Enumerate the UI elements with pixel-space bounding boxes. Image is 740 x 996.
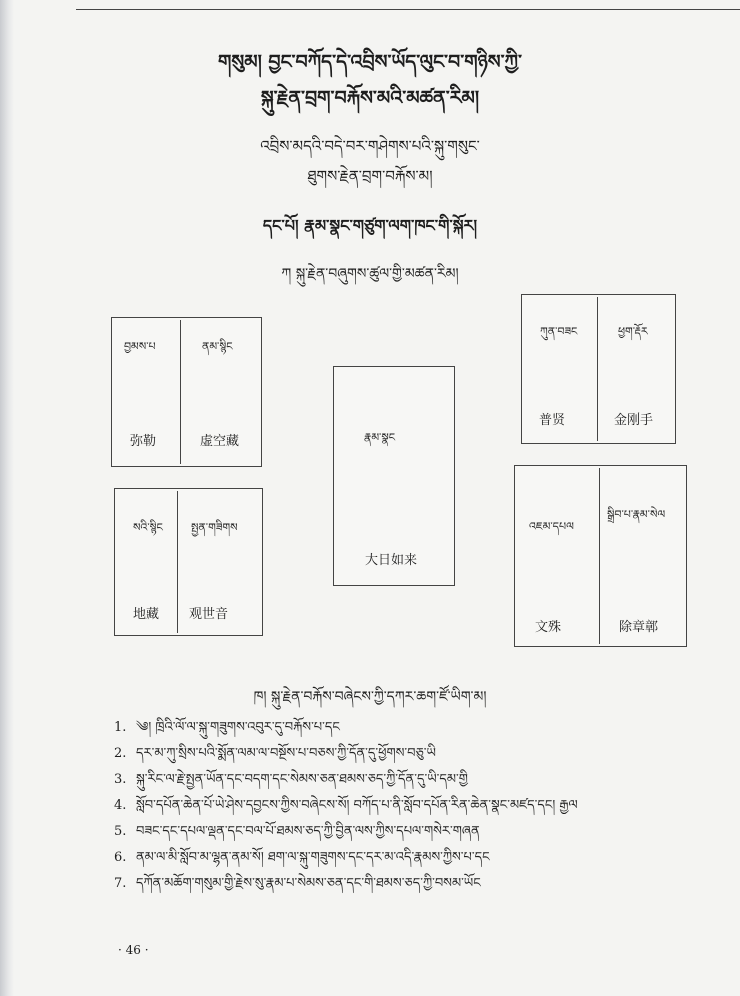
list-item-text: སྐུ་རིང་ལ་རྗེ་སྤྱན་ཡོན་དང་བདག་དང་སེམས་ཅན་ཐམས་ཅད་ཀྱི་དོན་དུ་ཡི་དམ་གྱི xyxy=(136,772,468,787)
deity-label-chinese: 除章鄣 xyxy=(619,620,659,635)
list-item-number: 5. xyxy=(114,824,127,839)
list-item xyxy=(114,868,714,894)
deity-label-tibetan: ཀུན་བཟང xyxy=(540,325,578,338)
list-item-text: ནམ་ལ་མི་སློབ་མ་ལྷན་ནམ་སོ། ཐག་ལ་སྐུ་གཟུགས་དང་དར་མ་འདི་རྣམས་ཀྱིས་པ་དང xyxy=(136,850,490,865)
list-item-number: 6. xyxy=(114,850,127,865)
box-divider xyxy=(599,468,600,644)
deity-label-tibetan: སྒྲིབ་པ་རྣམ་སེལ xyxy=(607,508,666,521)
deity-label-chinese: 金刚手 xyxy=(614,413,654,428)
deity-label-chinese: 普贤 xyxy=(539,413,566,428)
list-item xyxy=(114,790,714,816)
list-item-text: ༄། ཁྲིའི་ལོ་ལ་སྐུ་གཟུགས་འབུར་དུ་བརྐོས་པ་དང xyxy=(136,720,340,735)
header-rule xyxy=(76,9,740,10)
list-item-text: བཟང་དང་དཔལ་ལྡན་དང་བལ་པོ་ཐམས་ཅད་ཀྱི་བྱིན་ལས་ཀྱིས་དཔལ་གསེར་གཞན xyxy=(136,824,480,839)
list-item xyxy=(114,842,714,868)
deity-box-bottom-left xyxy=(114,488,263,636)
deity-label-tibetan: ཕྱག་རྡོར xyxy=(618,325,648,338)
deity-label-tibetan: རྣམ་སྣང xyxy=(364,431,396,444)
deity-label-tibetan: འཇམ་དཔལ xyxy=(529,520,574,533)
subtitle-line-2: ཐུགས་རྗེན་བྲག་བརྐོས་མ། xyxy=(307,167,433,185)
subsection-heading-a: ཀ སྐུ་རྗེན་བཞུགས་ཚུལ་གྱི་མཚན་རིམ། xyxy=(281,266,459,282)
deity-label-chinese: 文殊 xyxy=(535,620,562,635)
list-item xyxy=(114,738,714,764)
list-item-number: 1. xyxy=(114,720,127,735)
deity-label-tibetan: ནམ་སྙིང xyxy=(202,340,233,353)
list-item-text: སློབ་དཔོན་ཆེན་པོ་ཡེ་ཤེས་དབྱངས་ཀྱིས་བཞེངས་སོ། བཀོད་པ་ནི་སློབ་དཔོན་རིན་ཆེན་སྣང་མཛད་དང། རྒྱལ xyxy=(136,798,578,813)
list-item xyxy=(114,816,714,842)
subsection-heading-b: ཁ། སྐུ་རྗེན་བརྐོས་བཞེངས་ཀྱི་དཀར་ཆག་ཛོ་ཡིག་མ། xyxy=(253,689,487,705)
inscription-list xyxy=(114,712,714,894)
list-item xyxy=(114,764,714,790)
deity-label-chinese: 观世音 xyxy=(189,607,229,622)
list-item-number: 2. xyxy=(114,746,127,761)
page-number: · 46 · xyxy=(118,943,149,957)
box-divider xyxy=(177,491,178,633)
list-item-text: དར་མ་ཀུ་སྲིས་པའི་སྨོན་ལམ་ལ་བསྔོས་པ་བཅས་ཀྱི་དོན་དུ་ཕྱོགས་བཅུ་ཡི xyxy=(136,746,436,761)
list-item-number: 4. xyxy=(114,798,127,813)
list-item-number: 7. xyxy=(114,876,127,891)
list-item xyxy=(114,712,714,738)
chapter-title-line-1: གསུམ། བྱང་བཀོད་དེ་འབྲིས་ཡོད་ལུང་བ་གཉིས་ཀྱི་ xyxy=(218,51,522,73)
box-divider xyxy=(597,297,598,441)
deity-box-center xyxy=(333,366,455,586)
box-divider xyxy=(180,320,181,464)
list-item-number: 3. xyxy=(114,772,127,787)
deity-label-tibetan: སྤྱན་གཟིགས xyxy=(191,521,238,534)
deity-box-top-left xyxy=(111,317,262,467)
deity-label-chinese: 弥勒 xyxy=(130,434,157,449)
deity-label-chinese: 地藏 xyxy=(133,607,160,622)
deity-box-bottom-right xyxy=(514,465,687,647)
deity-label-tibetan: བྱམས་པ xyxy=(124,340,156,353)
deity-label-chinese: 虚空藏 xyxy=(200,434,240,449)
subtitle-line-1: འབྲིས་མདའི་བདེ་བར་གཤེགས་པའི་སྐུ་གསུང་ xyxy=(260,137,480,155)
deity-label-tibetan: སའི་སྙིང xyxy=(133,521,163,534)
chapter-title-line-2: སྐུ་རྗེན་བྲག་བརྐོས་མའི་མཚན་རིམ། xyxy=(260,87,480,109)
section-heading: དང་པོ། རྣམ་སྣང་གཙུག་ལག་ཁང་གི་སྐོར། xyxy=(262,216,478,235)
deity-box-top-right xyxy=(521,294,676,444)
list-item-text: དཀོན་མཆོག་གསུམ་གྱི་རྗེས་སུ་རྣམ་པ་སེམས་ཅན་དང་གི་ཐམས་ཅད་ཀྱི་བསམ་ཡོང xyxy=(136,876,481,891)
deity-label-chinese: 大日如来 xyxy=(365,553,418,568)
